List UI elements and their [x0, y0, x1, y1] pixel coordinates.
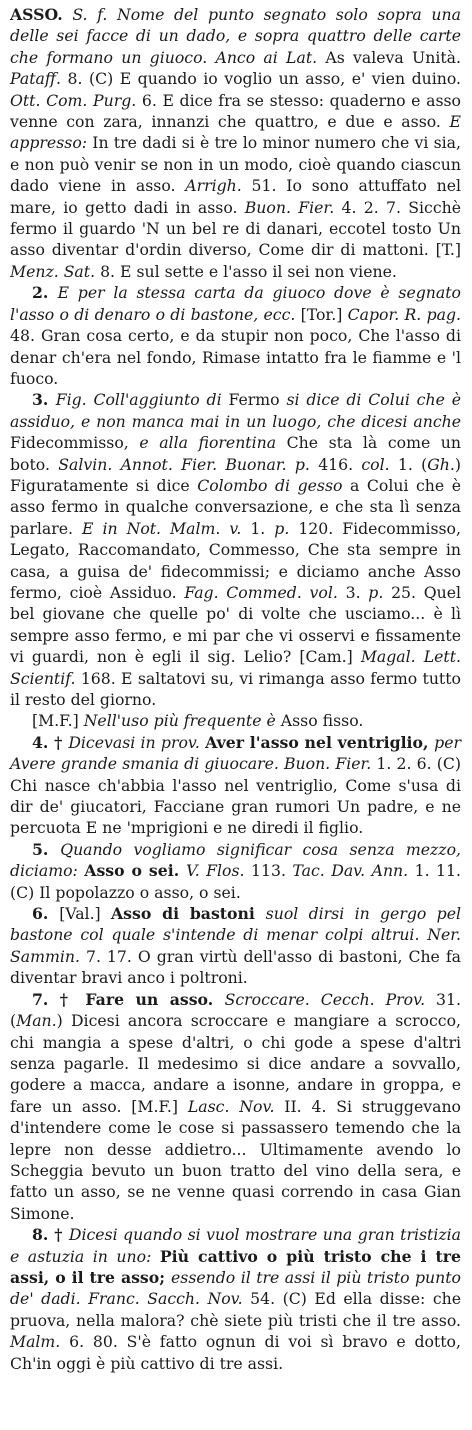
text-run: Dicesi quando si vuol mostrare una gran tristizia e astuzia in uno:	[10, 1225, 461, 1266]
text-run: Pataff.	[10, 69, 68, 89]
entry-sense-paragraph	[10, 389, 461, 710]
text-run: Fag. Commed. vol.	[184, 582, 346, 602]
text-run: Capor. R. pag.	[347, 304, 461, 324]
text-run: E appresso:	[10, 112, 461, 153]
text-run: 3.	[345, 582, 369, 602]
text-run: 1. 2. 6. (C) Chi nasce ch'abbia l'asso nel ventriglio, Come s'usa di dir de' giucatori, Facciane gran rumori Un padre, e ne percuota E ne 'mprigioni e ne diredi il figlio.	[10, 754, 462, 838]
text-run: Asso di bastoni	[111, 904, 266, 924]
entry-sense-paragraph	[10, 1224, 461, 1374]
text-run: 6.	[32, 904, 60, 924]
text-run: S. f. Nome del punto segnato solo sopra una delle sei facce di un dado, e sopra quattro delle carte che formano un giuoco. Anco ai Lat.	[10, 5, 461, 67]
text-run: 168. E saltatovi su, vi rimanga asso fermo tutto il resto del giorno.	[10, 668, 461, 709]
entry-sense-paragraph	[10, 903, 461, 989]
text-run: 5.	[32, 839, 61, 859]
text-run: Man.	[16, 1011, 57, 1031]
text-run: Quando vogliamo significar cosa senza mezzo, diciamo:	[10, 839, 462, 881]
text-run: 4. †	[32, 732, 69, 752]
text-run: V. Flos.	[186, 861, 251, 881]
text-run: 120. Fidecommisso, Legato, Raccomandato, Commesso, Che sta sempre in casa, a guisa de' fidecommissi; e diciamo anche Asso fermo, cioè Assiduo.	[10, 518, 461, 602]
text-run: col.	[361, 454, 398, 474]
text-run: E in Not. Malm. v.	[82, 518, 251, 538]
entry-sense-paragraph	[10, 282, 461, 389]
text-run: suol dirsi in gergo pel bastone col quale s'intende di menar colpi altrui. Ner. Sammin.	[10, 904, 461, 966]
text-run: Aver l'asso nel ventriglio,	[205, 732, 435, 752]
text-run: a Colui che è asso fermo in qualche conversazione, e che sta lì senza parlare.	[10, 475, 461, 538]
text-run: Colombo di gesso	[197, 475, 350, 495]
text-run: 6. 80. S'è fatto ognun di voi sì bravo e dotto, Ch'in oggi è più cattivo di tre assi.	[10, 1332, 461, 1373]
text-run: Fare un asso.	[85, 989, 225, 1009]
text-run: Malm.	[10, 1332, 70, 1352]
text-run: In tre dadi si è tre lo minor numero che vi sia, e non può venir se non in un modo, cioè quando ciascun dado viene in asso.	[10, 133, 461, 196]
text-run: Nell'uso più frequente è	[83, 711, 281, 731]
text-run: Salvin. Annot. Fier. Buonar. p.	[58, 454, 319, 474]
text-run: 48. Gran cosa certo, e da stupir non poco, Che l'asso di denar ch'era nel fondo, Rimase intatto fra le fiamme e 'l fuoco.	[10, 326, 461, 388]
text-run: p.	[274, 518, 299, 538]
text-run: Tac. Dav. Ann.	[292, 861, 415, 881]
text-run: 1. 11. (C) Il popolazzo o asso, o sei.	[10, 861, 461, 902]
text-run: 4. 2. 7. Sicchè fermo il guardo 'N un bel re di danari, eccotel tosto Un asso diventar d'ordin diverso, Come dir di mattoni. [T.]	[10, 197, 461, 260]
text-run: Magal. Lett. Scientif.	[10, 647, 461, 688]
text-run: 25. Quel bel giovane che quelle po' di volte che usciamo... è lì sempre asso fermo, e mi par che vi osservi e fissamente vi guardi, non è egli il sig. Lelio? [Cam.]	[10, 582, 462, 667]
text-run: 8. (C) E quando io voglio un asso, e' vien duino.	[67, 69, 461, 89]
text-run: 8. E sul sette e l'asso il sei non viene.	[100, 261, 397, 281]
text-run: 8. †	[32, 1225, 69, 1245]
text-run: 7. 17. O gran virtù dell'asso di bastoni, Che fa diventar bravi anco i poltroni.	[10, 946, 462, 988]
text-run: 2.	[32, 283, 58, 303]
text-run: As valeva Unità.	[325, 47, 461, 67]
text-run: p.	[368, 582, 392, 602]
text-run: Ott. Com. Purg.	[10, 90, 142, 110]
text-run: 113.	[251, 861, 293, 881]
text-run: Fidecommisso,	[10, 433, 140, 453]
text-run: Dicevasi in prov.	[68, 732, 206, 752]
text-run: ) Dicesi ancora scroccare e mangiare a scrocco, chi mangia a spese d'altri, o chi gode a spese d'altri senza pagarle. Il medesimo si dice andare a sovvallo, godere a macca, andare a isonne, andare in groppa, e fare un asso. [M.F.]	[10, 1011, 461, 1116]
text-run: per Avere grande smania di giuocare. Buon. Fier.	[10, 732, 461, 774]
text-run: [Val.]	[59, 904, 111, 924]
entry-sense-paragraph	[10, 839, 461, 903]
text-run: 54. (C) Ed ella disse: che pruova, nella malora? chè siete più tristi che il tre asso.	[10, 1289, 461, 1330]
text-run: Arrigh.	[185, 176, 252, 196]
text-run: 6. E dice fra se stesso: quaderno e asso venne con zara, innanzi che quattro, e due e asso.	[10, 90, 461, 132]
text-run: Asso fisso.	[280, 711, 364, 731]
text-run: 416.	[318, 454, 362, 474]
dictionary-entry-asso	[10, 4, 461, 1374]
text-run: Asso o sei.	[84, 861, 187, 881]
text-run: e alla fiorentina	[139, 433, 287, 453]
text-run: Menz. Sat.	[10, 261, 101, 281]
text-run: Che sta là come un boto.	[10, 433, 462, 474]
text-run: 3.	[32, 390, 56, 410]
text-run: ) Figuratamente si dice	[10, 454, 462, 495]
text-run: [Tor.]	[300, 304, 348, 324]
text-run: 1. (	[397, 454, 428, 474]
text-run: [M.F.]	[32, 711, 84, 731]
entry-sense-paragraph	[10, 989, 461, 1224]
text-run: si dice di Colui che è assiduo, e non manca mai in un luogo, che dicesi anche	[10, 390, 461, 431]
entry-sense-paragraph	[10, 732, 461, 839]
text-run: 51. Io sono attuffato nel mare, io getto dadi in asso.	[10, 176, 462, 217]
text-run: 31. (	[10, 989, 461, 1031]
text-run: Lasc. Nov.	[187, 1096, 285, 1116]
text-run: Buon. Fier.	[244, 197, 342, 217]
text-run: Scroccare. Cecch. Prov.	[224, 989, 437, 1009]
text-run: E per la stessa carta da giuoco dove è segnato l'asso o di denaro o di bastone, ecc.	[10, 283, 461, 324]
text-run: Fermo	[228, 390, 287, 410]
text-run: 7. †	[32, 989, 86, 1009]
text-run: essendo il tre assi il più tristo punto de' dadi. Franc. Sacch. Nov.	[10, 1267, 462, 1309]
text-run: Fig. Coll'aggiunto di	[55, 390, 229, 410]
entry-definition-paragraph	[10, 4, 461, 282]
text-run: Più cattivo o più tristo che i tre assi, o il tre asso;	[10, 1246, 461, 1287]
text-run: 1.	[250, 518, 275, 538]
text-run: II. 4. Si struggevano d'intendere come le cose si passassero temendo che la lepre non desse addietro... Ultimamente avendo lo Scheggia bevuto un buon tratto del vino della sera, e fatto un asso, se ne venne quasi correndo in casa Gian Simone.	[10, 1096, 461, 1223]
entry-sense-paragraph	[10, 710, 461, 731]
text-run: Gh.	[427, 454, 455, 474]
entry-headword: ASSO.	[10, 5, 63, 24]
